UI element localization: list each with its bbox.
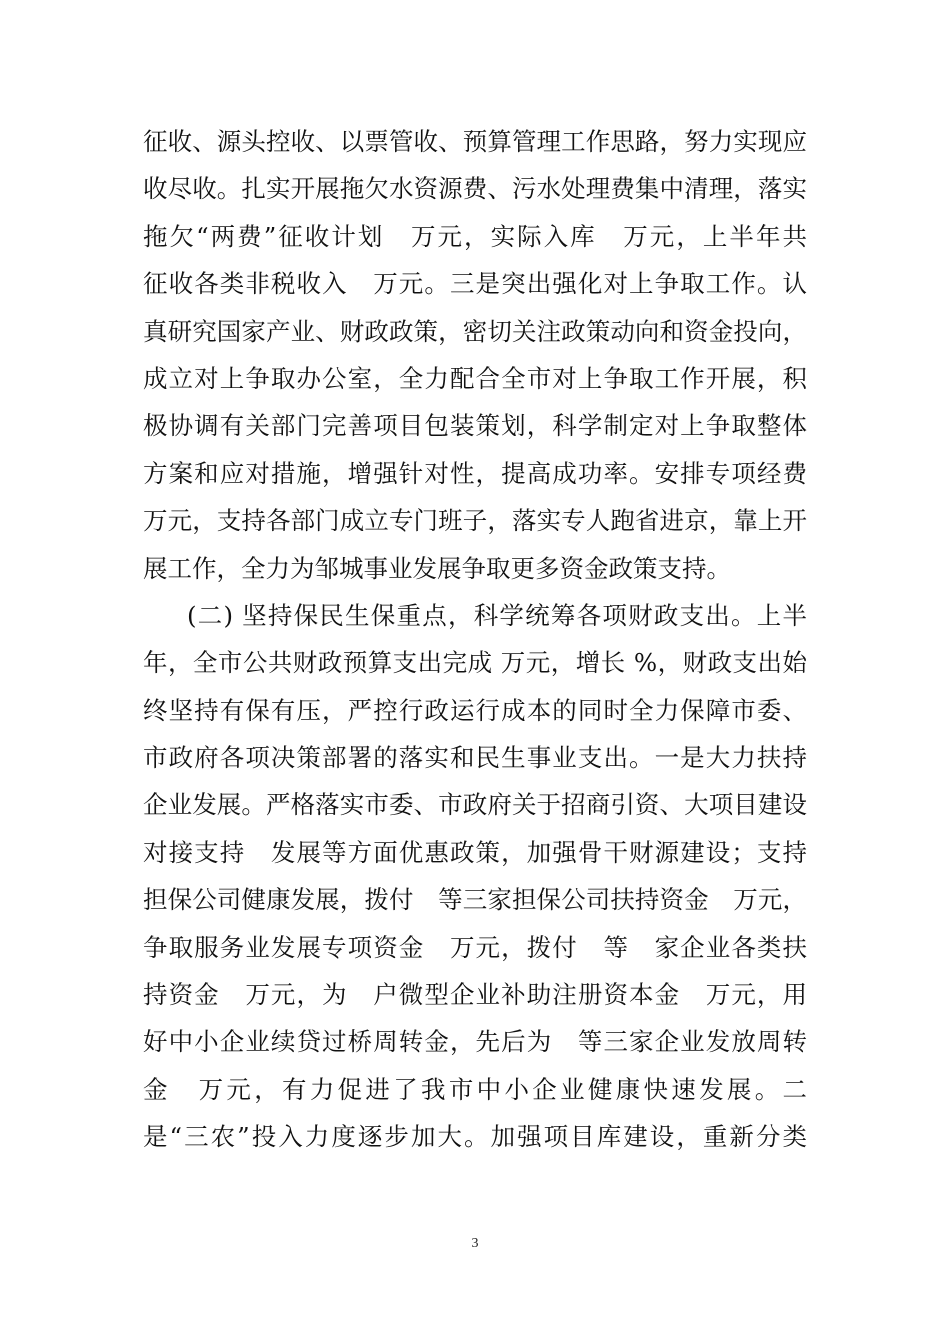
text-line: 企业发展。严格落实市委、市政府关于招商引资、大项目建设 [143, 790, 807, 820]
text-line: 金 万元，有力促进了我市中小企业健康快速发展。二 [143, 1074, 807, 1104]
text-line: 收尽收。扎实开展拖欠水资源费、污水处理费集中清理，落实 [143, 174, 807, 204]
text-line: 好中小企业续贷过桥周转金，先后为 等三家企业发放周转 [143, 1027, 807, 1057]
text-line: 担保公司健康发展，拨付 等三家担保公司扶持资金 万元， [143, 885, 807, 915]
text-line: 成立对上争取办公室，全力配合全市对上争取工作开展，积 [143, 363, 807, 393]
section-heading-line: (二) 坚持保民生保重点，科学统筹各项财政支出。上半 [187, 600, 807, 630]
body-text [143, 118, 807, 1161]
text-line: 拖欠“两费”征收计划 万元，实际入库 万元，上半年共 [143, 221, 807, 251]
text-line: 万元，支持各部门成立专门班子，落实专人跑省进京，靠上开 [143, 506, 807, 536]
text-line: 终坚持有保有压，严控行政运行成本的同时全力保障市委、 [143, 695, 807, 725]
text-line: 市政府各项决策部署的落实和民生事业支出。一是大力扶持 [143, 743, 807, 773]
text-line: 极协调有关部门完善项目包装策划，科学制定对上争取整体 [143, 411, 807, 441]
text-line: 征收、源头控收、以票管收、预算管理工作思路，努力实现应 [143, 127, 807, 156]
text-line: 展工作，全力为邹城事业发展争取更多资金政策支持。 [143, 553, 731, 583]
text-line: 对接支持 发展等方面优惠政策，加强骨干财源建设；支持 [143, 837, 807, 867]
text-line: 年，全市公共财政预算支出完成 万元，增长 %，财政支出始 [143, 648, 807, 678]
text-line: 是“三农”投入力度逐步加大。加强项目库建设，重新分类 [143, 1122, 807, 1152]
text-line: 征收各类非税收入 万元。三是突出强化对上争取工作。认 [143, 269, 807, 299]
page-number: 3 [471, 1236, 479, 1251]
text-line: 持资金 万元，为 户微型企业补助注册资本金 万元，用 [143, 980, 807, 1010]
text-line: 争取服务业发展专项资金 万元，拨付 等 家企业各类扶 [143, 932, 807, 962]
text-line: 方案和应对措施，增强针对性，提高成功率。安排专项经费 [143, 458, 807, 488]
text-line: 真研究国家产业、财政政策，密切关注政策动向和资金投向， [143, 316, 807, 346]
